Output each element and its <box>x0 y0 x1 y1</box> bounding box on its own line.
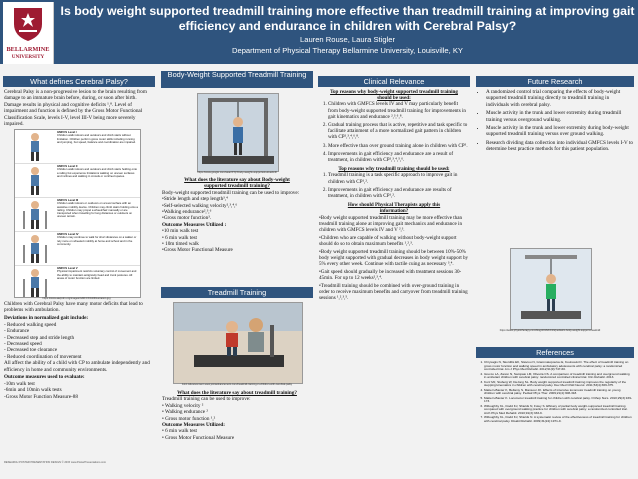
improvement-item: •Gross motor function³. <box>162 215 212 222</box>
bwstt-literature-section <box>162 177 312 254</box>
poster-title: Is body weight supported treadmill training more effective than treadmill training at improving gait efficiency and endurance in children with Cerebral Palsy? <box>60 4 635 33</box>
treadmill-intro: Treadmill training can be used to improve: <box>162 396 251 403</box>
deviation-item: - Decreased speed <box>4 340 42 347</box>
bwstt-photo <box>197 93 279 172</box>
future-research-item: • A randomized control trial comparing the effects of body-weight supported treadmill training directly to treadmill training in individuals with cerebral palsy. <box>486 89 633 108</box>
outcome-measures-list <box>4 381 154 400</box>
references-list <box>478 361 632 424</box>
gmfcs-level-name: GMFCS Level V <box>57 266 78 270</box>
bwstt-improve-list <box>162 196 312 222</box>
outcome-item: • Gross Motor Functional Measure <box>162 434 235 441</box>
reason-item: 1. Treadmill training is a task specific approach to improve gait in children with CP¹,². <box>328 172 469 184</box>
reason-item: 2. Gradual training process that is active, repetitive and task specific to facilitate attainment of a more normalized gait pattern in children with CP²,³,⁴,⁶,⁸. <box>328 122 469 141</box>
reference-item: 3. Kurz MJ, Stuberg W, DeJong SL. Body weight supported treadmill training improves the regularity of the stepping kinematics in children with cerebral palsy. Dev Med Child Neurol. 2011;53(4):369-375. <box>484 381 632 388</box>
poster-authors <box>60 34 635 56</box>
section-header-references: References <box>476 347 634 358</box>
affiliation: Department of Physical Therapy Bellarmine University, Louisville, KY <box>231 46 463 55</box>
deviation-item: - Reduced coordination of movement <box>4 353 82 360</box>
university-logo <box>3 2 54 64</box>
outcome-item: • 6 min walk test <box>162 234 197 241</box>
pediatric-image-caption: https://www.physiotherapy.com/blog/2016/10/19/pediatric-body-weight-support-treadmill <box>499 329 601 332</box>
improvement-item: • Gross motor function ¹,² <box>162 415 216 422</box>
bwstt-question: What does the literature say about Body-weight supported treadmill training? <box>184 177 290 190</box>
outcome-measures-title: Outcome measures used to evaluate: <box>4 374 85 381</box>
clinical-relevance-section <box>319 89 469 303</box>
bwstt-intro: Body-weight supported treadmill training can be used to improve: <box>162 189 300 196</box>
footer-credit: RESEARCH POSTER PRESENTATION DESIGN © 2015 www.PosterPresentations.com <box>4 461 106 464</box>
gmfcs-level-row <box>15 130 140 164</box>
reference-item: 7. Willoughby KL, Dodd KJ, Shields N. A systematic review of the effectiveness of treadmill training for children with cerebral palsy. Disabil Rehabil. 2009;31(24):1971-9. <box>484 416 632 423</box>
goal-text: All affect the ability of a child with CP to ambulate independently and efficiency in home and community environments. <box>4 360 150 373</box>
gmfcs-level-desc: Physical impairment restricts voluntary control of movement and the ability to maintain antigravity head and trunk postures. All areas of motor function are limited. <box>57 269 137 280</box>
logo-subtext: UNIVERSITY <box>11 54 45 60</box>
deviation-item: - Endurance <box>4 328 30 335</box>
reference-item: 6. Willoughby KL, Dodd KJ, Shields N, Foley S. Efficacy of partial body weight-supported treadmill training compared with overground walking practice for children with cerebral palsy: a randomized controlled trial. Arch Phys Med Rehabil. 2010;91(3):333-9. <box>484 405 632 416</box>
outcome-item: -Gross Motor Function Measure-88 <box>4 393 78 400</box>
application-item: •Body weight supported treadmill training should be between 10%-50% body weight supported with gradual decreases in body weight support by 5% every other week. Continue with tactile cuing as necessary ³,⁴. <box>319 248 469 268</box>
application-item: •Treadmill training should be combined with over-ground training in order to receive maximum benefits and carryover from treadmill training sessions ¹,²,³,⁵. <box>319 282 468 302</box>
cp-ambulation-section <box>4 301 154 400</box>
child-figure-icon <box>15 232 55 265</box>
gmfcs-illustration <box>14 129 141 298</box>
references-section <box>478 361 632 424</box>
cp-intro-text: Cerebral Palsy is a non-progressive lesion to the brain resulting from damage to an immature brain before, during, or soon after birth. Damage results in physical and cognitive deficits ¹,⁸. Level of impairment and function is defined by the Gross Motor Functional Classification Scale, levels I-V, level III-V being more severely impaired. <box>4 89 147 128</box>
reference-item: 5. Mattern-Baxter K. Locomotor treadmill training for children with cerebral palsy. Orthop Nurs. 2010;29(3):169-173. <box>484 397 632 404</box>
treadmill-reasons-title: Top reasons why treadmill training should be used: <box>338 166 450 173</box>
reason-item: 2. Improvements in gait efficiency and endurance are results of treatment, in children with CP¹,². <box>328 187 469 199</box>
improvement-item: • Walking endurance ² <box>162 409 208 416</box>
child-figure-icon <box>15 198 55 231</box>
gmfcs-level-row <box>15 198 140 232</box>
bwstt-outcome-list <box>162 228 312 254</box>
child-figure-icon <box>15 164 55 197</box>
reason-item: 1. Children with GMFCS levels IV and V may particularly benefit from body-weight supported treadmill training for improvements in gait kinematics and endurance ²,³,⁶,⁸. <box>328 101 469 120</box>
future-research-item: • Muscle activity in the trunk and lower extremity during body-weight supported treadmill training versus over ground walking. <box>486 125 633 138</box>
pt-application-title: How should Physical Therapists apply this information? <box>347 202 441 215</box>
treadmill-outcome-title: Outcome Measures Utilized: <box>162 422 226 429</box>
improvement-item: •Self-selected walking velocity²,³,⁴,⁶ <box>162 202 238 209</box>
poster-header <box>0 0 638 64</box>
section-header-future-research: Future Research <box>476 76 634 87</box>
gmfcs-image-caption: https://www.aacpdm.org/images/GMFCS%20Illustration.jpg <box>42 297 111 300</box>
improvement-item: •Stride length and step length³,⁴ <box>162 196 228 203</box>
treadmill-harness-icon <box>198 94 278 171</box>
child-figure-icon <box>15 266 55 298</box>
gmfcs-level-desc: Children walk indoors or outdoors on a level surface with an assistive mobility device. Children may climb stairs holding onto a railing. Children may propel a wheelchair manually or are transported when travelling for long distances or outdoors on uneven terrain. <box>57 201 138 219</box>
application-item: •Gait speed should gradually be increased with treatment sessions 30-45min. For up to 12 weeks²,³,⁴. <box>319 268 462 281</box>
gmfcs-level-row <box>15 164 140 198</box>
gmfcs-level-name: GMFCS Level I <box>57 130 77 134</box>
logo-text: BELLARMINE <box>6 46 50 53</box>
pediatric-harness-icon <box>511 249 591 329</box>
gmfcs-level-name: GMFCS Level IV <box>57 232 79 236</box>
deviation-item: - Reduced walking speed <box>4 321 57 328</box>
gmfcs-level-name: GMFCS Level II <box>57 164 78 168</box>
shield-icon <box>12 6 44 42</box>
gmfcs-level-row <box>15 232 140 266</box>
outcome-item: •10 min walk test <box>162 228 199 235</box>
application-item: •Body weight supported treadmill training may be more effective than treadmill training alone at improving gait mechanics and endurance in children with GMFCS levels IV and V ²,³. <box>319 214 463 234</box>
bwstt-image-caption: https://www.google.com/search?q=body+weight+supported+treadmill <box>197 171 277 174</box>
ambulation-text: Children with Cerebral Palsy have many motor deficits that lead to problems with ambulation. <box>4 301 143 314</box>
gmfcs-level-name: GMFCS Level III <box>57 198 79 202</box>
treadmill-reasons-list <box>319 172 469 199</box>
child-figure-icon <box>15 130 55 163</box>
treadmill-question: What does the literature say about treadmill training? <box>177 390 297 396</box>
author-names: Lauren Rouse, Laura Stigler <box>300 35 395 44</box>
future-research-item: • Research dividing data collection into individual GMFCS levels I-V to determine best practice methods for this patient population. <box>486 140 633 153</box>
deviations-title: Deviations in normalized gait include: <box>4 315 89 322</box>
gmfcs-level-desc: Children may continue to walk for short distances on a walker or rely more on wheeled mobility at home and school and in the community. <box>57 235 137 246</box>
deviation-item: - Decreased step and stride length <box>4 334 75 341</box>
pt-application-list <box>319 215 469 302</box>
reference-item: 4. Mattern-Baxter K, Bellamy S, Mansoor JK. Effects of intensive locomotor treadmill training on young children with cerebral palsy. Pediatr Phys Ther. 2009;21(4):308-318. <box>484 389 632 396</box>
treadmill-photo <box>173 302 303 384</box>
future-research-item: • Muscle activity in the trunk and lower extremity during treadmill training versus overground walking. <box>486 110 633 123</box>
gmfcs-level-desc: Children walk indoors and outdoors and climb stairs without limitation. Children perform gross motor skills including running and jumping, but speed, balance and coordination are impaired. <box>57 133 136 144</box>
treadmill-improve-list <box>162 403 312 422</box>
outcome-item: • 10m timed walk <box>162 241 199 248</box>
reference-item: 2. Grecco LA, Zanon N, Sampaio LM, Oliveira CS. A comparison of treadmill training and overground walking in ambulant children with cerebral palsy: randomized controlled clinical trial. Clin Rehabil. 2013. <box>484 373 632 380</box>
improvement-item: • Walking velocity ² <box>162 402 204 409</box>
treadmill-literature-section <box>162 390 312 441</box>
outcome-item: -10m walk test <box>4 380 35 387</box>
outcome-item: -6min and 10min walk tests <box>4 387 62 394</box>
pediatric-bwstt-photo <box>510 248 592 330</box>
outcome-item: •Gross Motor Functional Measure <box>162 247 233 254</box>
outcome-item: • 6 min walk test <box>162 428 197 435</box>
section-header-treadmill: Treadmill Training <box>161 287 313 298</box>
future-research-section <box>477 89 633 155</box>
gmfcs-level-row <box>15 266 140 298</box>
treadmill-image-caption: Joint Advancement www.jointadvancement.com/treadmill-training-in-children-with-cerebral-palsy <box>181 383 293 386</box>
reference-item: 1. Chrysagis N, Skordilis EK, Stavrou N, Grammatopoulou E, Koutsouki D. The effect of treadmill training on gross motor function and walking speed in ambulatory adolescents with cerebral palsy: a randomized controlled trial. Am J Phys Med Rehabil. 2012;91(9):747-60. <box>484 361 632 372</box>
application-item: •Children who are capable of walking without body-weight support should do so to obtain maximum benefits ¹,²,³. <box>319 234 457 247</box>
treadmill-child-icon <box>174 303 302 383</box>
bwstt-reasons-list <box>319 101 469 163</box>
treadmill-outcome-list <box>162 428 312 441</box>
improvement-item: •Walking endurance²,³,⁶ <box>162 209 212 216</box>
bwstt-outcome-title: Outcome Measures Utilized : <box>162 221 227 228</box>
bwstt-reasons-title: Top reasons why body-weight supported treadmill training should be used: <box>330 89 458 102</box>
section-header-cerebral-palsy: What defines Cerebral Palsy? <box>3 76 155 87</box>
section-header-bwstt: Body-Weight Supported Treadmill Training <box>161 71 313 88</box>
section-header-clinical-relevance: Clinical Relevance <box>318 76 470 87</box>
deviation-item: - Decreased toe clearance <box>4 347 58 354</box>
reason-item: 3. More effective than over ground training alone in children with CP⁵. <box>328 143 469 149</box>
deviations-list <box>4 322 154 360</box>
future-research-list <box>477 89 633 153</box>
reason-item: 4. Improvements in gait efficiency and endurance are a result of treatment, in children with CP²,³,⁴,⁵,⁶. <box>328 151 469 163</box>
gmfcs-level-desc: Children walk indoors and outdoors and climb stairs holding onto a railing but experience limitations walking on uneven surfaces and inclines and walking in crowds or confined spaces. <box>57 167 138 178</box>
